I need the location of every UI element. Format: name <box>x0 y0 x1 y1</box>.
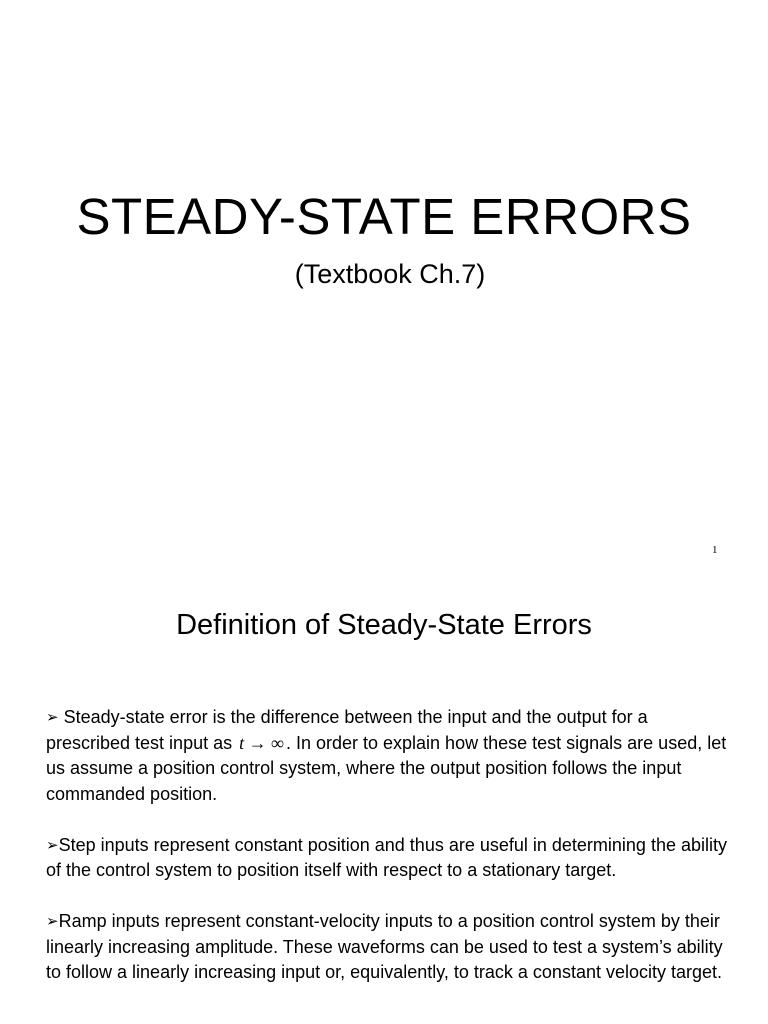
definition-slide <box>0 576 768 1024</box>
slide-subtitle: (Textbook Ch.7) <box>294 259 486 289</box>
bullet-paragraph-1 <box>46 705 736 807</box>
bullet-paragraph-2 <box>46 833 736 884</box>
bullet-paragraph-3 <box>46 909 736 986</box>
slide-title: STEADY-STATE ERRORS <box>76 188 692 245</box>
paragraph-text-part-2: . In order to explain how these test signals are used, let us assume a position control system, where the output position follows the input commanded position. <box>46 732 727 804</box>
arrow-bullet-icon: ➢ <box>46 708 59 726</box>
page-number: 1 <box>712 544 718 556</box>
arrow-bullet-icon: ➢ <box>46 912 59 930</box>
bullet-list <box>46 705 736 1011</box>
math-expression: t → ∞ <box>239 732 284 753</box>
paragraph-text: Ramp inputs represent constant-velocity inputs to a position control system by their linearly increasing amplitude. These waveforms can be used to test a system’s ability to follow a linearly increasing input or, equivalently, to track a constant velocity target. <box>46 911 723 982</box>
paragraph-text-part-1: Steady-state error is the difference between the input and the output for a prescribed test input as <box>46 707 648 753</box>
slide-heading: Definition of Steady-State Errors <box>176 609 592 641</box>
arrow-bullet-icon: ➢ <box>46 835 59 854</box>
paragraph-text: Step inputs represent constant position and thus are useful in determining the ability of the control system to position itself with respect to a stationary target. <box>46 834 727 880</box>
